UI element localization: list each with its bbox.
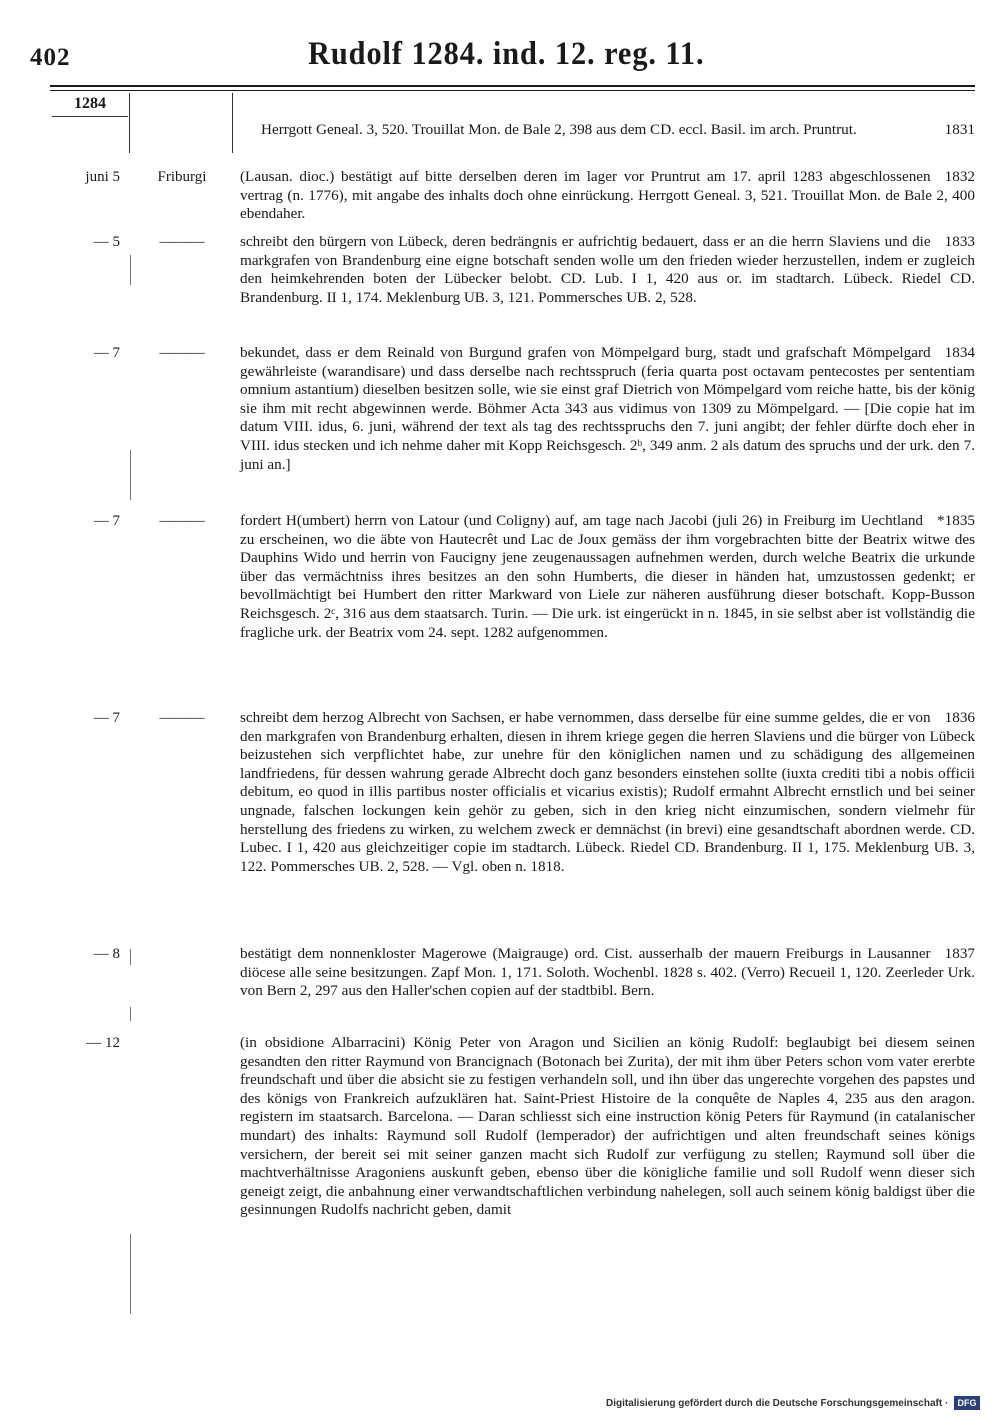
entry-place: Friburgi	[157, 169, 207, 185]
column-tick	[130, 1007, 131, 1021]
entry-date: — 7	[93, 345, 120, 361]
entry-number: 1832	[944, 168, 975, 185]
entry-body: fordert H(umbert) herrn von Latour (und Coligny) auf, am tage nach Jacobi (juli 26) in Freiburg im Uechtland zu erscheinen, wo die äbte von Hautecrêt und Lac de Joux gemäss der ihm vorgebrachten bitte der Beatrix witwe des Dauphins Wido und herrin von Faucigny jene zeugenaussagen aufnehmen werden, durch welche Beatrix die urkunde über das vermächtniss ihres besitzes an den sohn Humberts, die dieser in händen hat, umzustossen gedenkt; er bevollmächtigt bei Humbert den ritter Markward von Liele zur näheren ausführung dieser botschaft. Kopp-Busson Reichsgesch. 2ᶜ, 316 aus dem staatsarch. Turin. — Die urk. ist eingerückt in n. 1845, in sie selbst aber ist vollständig die fragliche urk. der Beatrix vom 24. sept. 1282 aufgenommen.	[240, 512, 975, 641]
entry-number: *1835	[937, 512, 975, 529]
dfg-logo: DFG	[954, 1396, 980, 1410]
entry-text	[240, 945, 975, 1001]
entry-body: (Lausan. dioc.) bestätigt auf bitte derselben deren im lager vor Pruntrut am 17. april 1283 abgeschlossenen vertrag (n. 1776), mit angabe des inhalts doch ohne einrückung. Herrgott Geneal. 3, 521. Trouillat Mon. de Bale 2, 400 ebendaher.	[240, 168, 975, 223]
entry-body: (in obsidione Albarracini) König Peter von Aragon und Sicilien an könig Rudolf: beglaubigt bei diesem seinen gesandten den ritter Raymund von Brancignach (Botonach bei Zurita), der mit ihm über Peters schon vom vater ererbte freundschaft und über die absicht sie zu festigen verhandeln soll, und ihn über das ungerechte vorgehen des papstes und des königs von Frankreich aufzuklären hat. Saint-Priest Histoire de la conquête de Naples 4, 235 aus den aragon. registern im staatsarch. Barcelona. — Daran schliesst sich eine instruction könig Peters für Raymund (in catalanischer mundart) des inhalts: Raymund soll Rudolf (lemperador) der aufrichtigen und alten freundschaft seines königs versichern, der bereit sei mit seiner ganzen macht sich Rudolf zur verfügung zu stellen; Raymund soll über die machtverhältnisse Aragoniens auskunft geben, ebenso über die königliche familie und soll Rudolf wenn dieser sich geneigt zeigt, die anbahnung einer verwandtschaftlichen verbindung nahelegen, soll auch seinem könig baldigst über die gesinnungen Rudolfs nachricht geben, damit	[240, 1034, 975, 1219]
column-divider	[232, 93, 233, 153]
entry-number: 1834	[944, 344, 975, 361]
entry-text	[240, 512, 975, 642]
page-header	[0, 30, 1000, 90]
entry-place: ———	[159, 513, 205, 529]
digitization-footer	[580, 1394, 1000, 1416]
entry-place: ———	[159, 345, 205, 361]
entry-date: — 7	[93, 710, 120, 726]
entry-body: bekundet, dass er dem Reinald von Burgund grafen von Mömpelgard burg, stadt und grafschaft Mömpelgard gewährleiste (warandisare) und dass derselbe nach rechtsspruch (feria quarta post octavam pentecostes per sententiam omnium astantium) dieselben besitzen solle, wie sie einst graf Dietrich von Mömpelgard vom reiche hatte, bis der könig sie ihm mit recht abgewinnen werde. Böhmer Acta 343 aus vidimus von 1309 zu Mömpelgard. — [Die copie hat im datum VIII. idus, 6. juni, während der text als tag des rechtsspruchs den 7. juni angibt; der fehler dürfte doch eher in VIII. idus stecken und ich nehme daher mit Kopp Reichsgesch. 2ᵇ, 349 anm. 2 als datum des spruchs und der urk. den 7. juni an.]	[240, 344, 975, 473]
entry-body: schreibt dem herzog Albrecht von Sachsen, er habe vernommen, dass derselbe für eine summe geldes, die er von den markgrafen von Brandenburg erhalten, diesen in ihrem kriege gegen die herren Slaviens und die bürger von Lübeck beizustehen sich verpflichtet habe, zur unehre für den königlichen namen und zu schädigung des allgemeinen landfriedens, für dessen wahrung gerade Albrecht doch ganz besonders einstehen sollte (iuxta crediti tibi a nobis officii debitum, eo quod in illis partibus noster officialis et vicarius existis); Rudolf ermahnt Albrecht ernstlich und bei seiner ungnade, falschen lockungen kein gehör zu geben, sich in den krieg nicht einzumischen, sondern vielmehr für herstellung des friedens zu wirken, zu welchem zweck er demnächst (in brevi) eine gesandtschaft abordnen werde. CD. Lubec. I 1, 420 aus gleichzeitiger copie im stadtarch. Lübeck. Riedel CD. Brandenburg. II 1, 175. Meklenburg UB. 3, 122. Pommersches UB. 2, 528. — Vgl. oben n. 1818.	[240, 709, 975, 875]
entry-number: 1833	[944, 233, 975, 250]
entry-text	[240, 121, 975, 140]
entry-text	[240, 168, 975, 224]
entry-text	[240, 709, 975, 876]
year-heading: 1284	[74, 95, 106, 112]
entry-body: bestätigt dem nonnenkloster Magerowe (Maigrauge) ord. Cist. ausserhalb der mauern Freiburgs in Lausanner diöcese alle seine besitzungen. Zapf Mon. 1, 171. Soloth. Wochenbl. 1828 s. 402. (Verro) Recueil 1, 120. Zeerleder Urk. von Bern 2, 297 aus den Haller'schen copien auf der stadtbibl. Bern.	[240, 945, 975, 1000]
column-tick	[130, 255, 131, 285]
year-heading-rule	[52, 116, 128, 117]
header-rule	[50, 85, 975, 87]
column-tick	[130, 949, 131, 965]
entry-date: — 7	[93, 513, 120, 529]
entry-date: — 5	[93, 234, 120, 250]
entry-number: 1837	[944, 945, 975, 962]
entry-text	[240, 344, 975, 474]
entry-body: Herrgott Geneal. 3, 520. Trouillat Mon. de Bale 2, 398 aus dem CD. eccl. Basil. im arch. Pruntrut.	[261, 121, 857, 138]
entry-place: ———	[159, 710, 205, 726]
footer-credit: Digitalisierung gefördert durch die Deutsche Forschungsgemeinschaft ·	[606, 1398, 949, 1409]
page-number: 402	[30, 44, 71, 71]
running-title: Rudolf 1284. ind. 12. reg. 11.	[308, 36, 705, 72]
entry-place: ———	[159, 234, 205, 250]
entry-date: juni 5	[85, 169, 120, 185]
column-tick	[130, 1234, 131, 1314]
header-rule	[50, 90, 975, 91]
entry-body: schreibt den bürgern von Lübeck, deren bedrängnis er aufrichtig bedauert, dass er an die herrn Slaviens und die markgrafen von Brandenburg eine eigne botschaft senden wolle um den frieden wieder herzustellen, indem er zugleich den heimkehrenden boten der Lübecker belobt. CD. Lub. I 1, 420 aus or. im stadtarch. Lübeck. Riedel CD. Brandenburg. II 1, 174. Meklenburg UB. 3, 121. Pommersches UB. 2, 528.	[240, 233, 975, 306]
entry-date: — 12	[86, 1035, 120, 1051]
entry-text	[240, 1034, 975, 1220]
entry-number: 1831	[944, 121, 975, 138]
entry-date: — 8	[93, 946, 120, 962]
entry-text	[240, 233, 975, 307]
column-tick	[130, 450, 131, 500]
entry-number: 1836	[944, 709, 975, 726]
